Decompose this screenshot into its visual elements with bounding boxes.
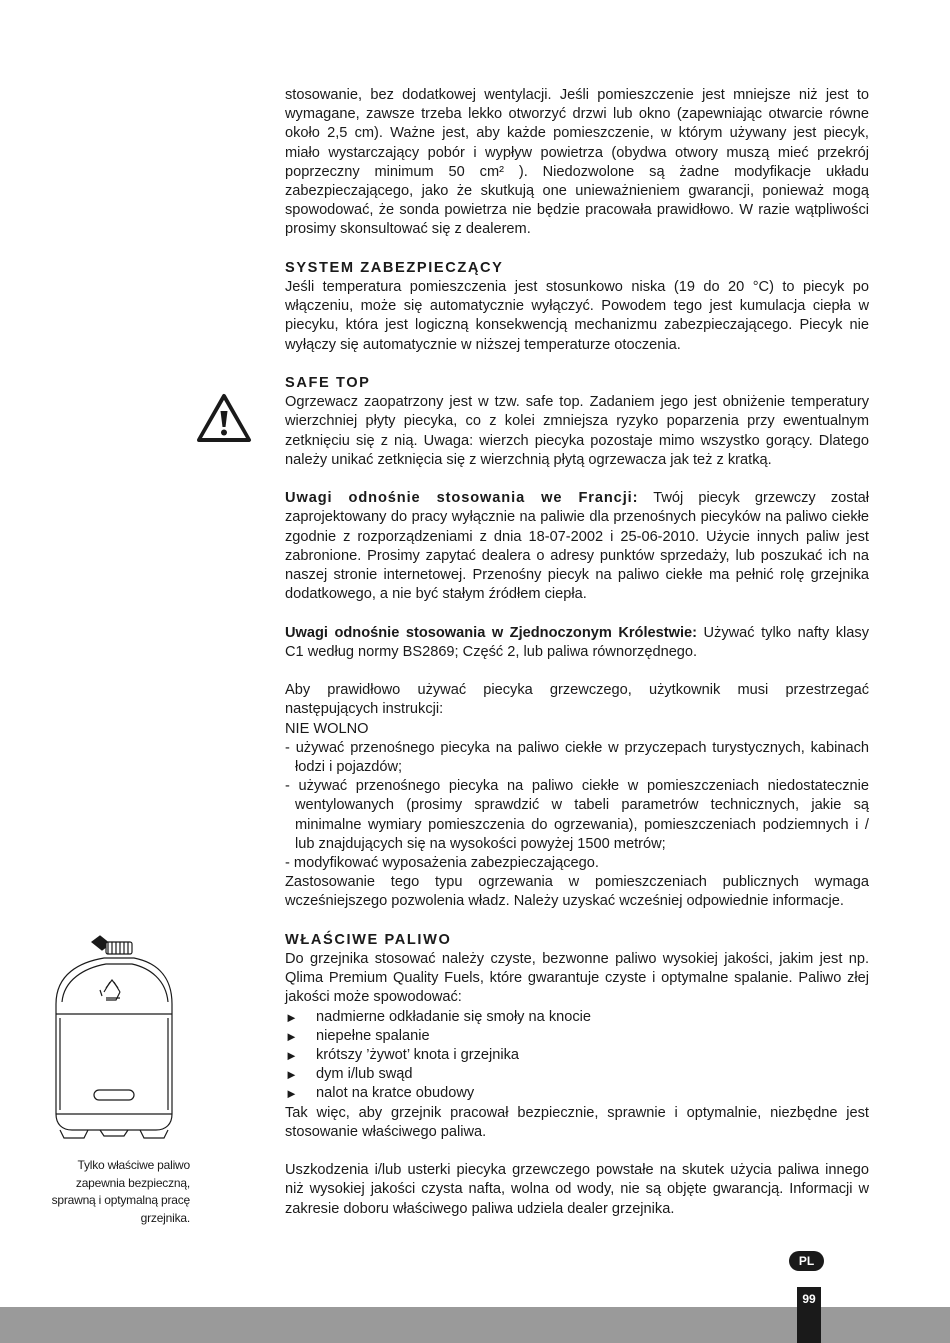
bullet-arrow-icon: ► xyxy=(285,1028,298,1044)
list-item: ► niepełne spalanie xyxy=(285,1027,869,1046)
rules-intro: Aby prawidłowo używać piecyka grzewczego, użytkownik musi przestrzegać następujących instrukcji: xyxy=(285,682,869,718)
list-item: ► nalot na kratce obudowy xyxy=(285,1084,869,1103)
bullet-arrow-icon: ► xyxy=(285,1086,298,1102)
heading-safe-top: SAFE TOP xyxy=(285,375,371,392)
list-item: ► dym i/lub swąd xyxy=(285,1065,869,1084)
intro-paragraph: stosowanie, bez dodatkowej wentylacji. Jeśli pomieszczenie jest mniejsze niż jest to wymagane, zawsze trzeba lekko otworzyć drzwi lub okno (zapewniając otwarcie równe około 2,5 cm). Ważne jest, aby każde pomieszczenie, w którym używany jest piecyk, miało wystarczający pobór i wypływ powietrza (obydwa otwory muszą mieć przekrój poprzeczny minimum 50 cm² ). Niedozwolone są żadne modyfikacje układu zabezpieczającego, jako że skutkują one unieważnieniem gwarancji, ponieważ mogą spowodować, że sonda powietrza nie będzie pracowała prawidłowo. W razie wątpliwości prosimy skonsultować się z dealerem. xyxy=(285,87,869,238)
system-paragraph: Jeśli temperatura pomieszczenia jest stosunkowo niska (19 do 20 °C) to piecyk po włączeniu, może się automatycznie wyłączyć. Powodem tego jest kumulacja ciepła w piecyku, która jest logiczną konsekwencją mechanizmu zabezpieczającego. Piecyk nie wyłączy się automatycznie w niższej temperaturze otoczenia. xyxy=(285,279,869,353)
list-item: ► nadmierne odkładanie się smoły na knocie xyxy=(285,1008,869,1027)
heading-system: SYSTEM ZABEZPIECZĄCY xyxy=(285,259,504,276)
fuel-after: Tak więc, aby grzejnik pracował bezpiecznie, sprawnie i optymalnie, niezbędne jest stosowanie właściwego paliwa. xyxy=(285,1104,869,1140)
rules-not-allowed: NIE WOLNO xyxy=(285,720,369,737)
france-lead: Uwagi odnośnie stosowania we Francji: xyxy=(285,490,639,507)
page-number: 99 xyxy=(797,1287,821,1343)
fuel-warranty: Uszkodzenia i/lub usterki piecyka grzewczego powstałe na skutek użycia paliwa innego niż wysokiej jakości czysta nafta, wolna od wody, nie są objęte gwarancją. Informacji w zakresie doboru właściwego paliwa udziela dealer grzejnika. xyxy=(285,1162,869,1217)
bullet-arrow-icon: ► xyxy=(285,1067,298,1083)
rules-closing: Zastosowanie tego typu ogrzewania w pomieszczeniach publicznych wymaga wcześniejszego pozwolenia władz. Należy uzyskać wcześniej odpowiednie informacje. xyxy=(285,874,869,910)
language-badge: PL xyxy=(789,1251,824,1271)
fuel-intro: Do grzejnika stosować należy czyste, bezwonne paliwo wysokiej jakości, jakim jest np. Qlima Premium Quality Fuels, które gwarantuje czyste i optymalne spalanie. Paliwo złej jakości może spowodować: xyxy=(285,951,869,1006)
list-item: - modyfikować wyposażenia zabezpieczającego. xyxy=(285,855,599,872)
warning-triangle-icon xyxy=(196,393,252,443)
main-text-column xyxy=(285,86,869,1219)
heading-fuel: WŁAŚCIWE PALIWO xyxy=(285,931,452,948)
list-item: ► krótszy ’żywot’ knota i grzejnika xyxy=(285,1046,869,1065)
bullet-arrow-icon: ► xyxy=(285,1009,298,1025)
list-item: - używać przenośnego piecyka na paliwo ciekłe w przyczepach turystycznych, kabinach łodzi i pojazdów; xyxy=(285,739,869,776)
france-text: Twój piecyk grzewczy został zaprojektowany do pracy wyłącznie na paliwie dla przenośnych piecyków na paliwo ciekłe zgodnie z rozporządzeniami z dnia 18-07-2002 i 25-06-2010. Użycie innych paliw jest zabronione. Prosimy zapytać dealera o adresy punktów sprzedaży, lub poszukać ich na naszej stronie internetowej. Przenośny piecyk na paliwo ciekłe ma pełnić rolę grzejnika dodatkowego, a nie być stałym źródłem ciepła. xyxy=(285,490,869,603)
safe-top-paragraph: Ogrzewacz zaopatrzony jest w tzw. safe top. Zadaniem jego jest obniżenie temperatury wierzchniej płyty piecyka, co z kolei zmniejsza ryzyko poparzenia przy ewentualnym zetknięciu się z nią. Uwaga: wierzch piecyka pozostaje mimo wszystko gorący. Dlatego należy unikać zetknięcia się z wierzchnią płytą ogrzewacza jak też z kratką. xyxy=(285,394,869,468)
bullet-arrow-icon: ► xyxy=(285,1048,298,1064)
uk-paragraph xyxy=(285,624,869,662)
uk-lead: Uwagi odnośnie stosowania w Zjednoczonym Królestwie: xyxy=(285,624,697,641)
uk-text: Używać tylko nafty klasy C1 według normy BS2869; Część 2, lub paliwa równorzędnego. xyxy=(285,624,869,660)
image-caption: Tylko właściwe paliwo zapewnia bezpieczną, sprawną i optymalną pracę grzejnika. xyxy=(51,1158,190,1225)
list-item: - używać przenośnego piecyka na paliwo ciekłe w pomieszczeniach niedostatecznie wentylowanych (prosimy sprawdzić w tabeli parametrów technicznych, jakie są minimalne wymiary pomieszczenia do ogrzewania), pomieszczeniach podziemnych i / lub znajdujących się na wysokości powyżej 1500 metrów; xyxy=(285,778,869,852)
france-paragraph xyxy=(285,489,869,604)
fuel-canister-illustration xyxy=(50,934,178,1144)
